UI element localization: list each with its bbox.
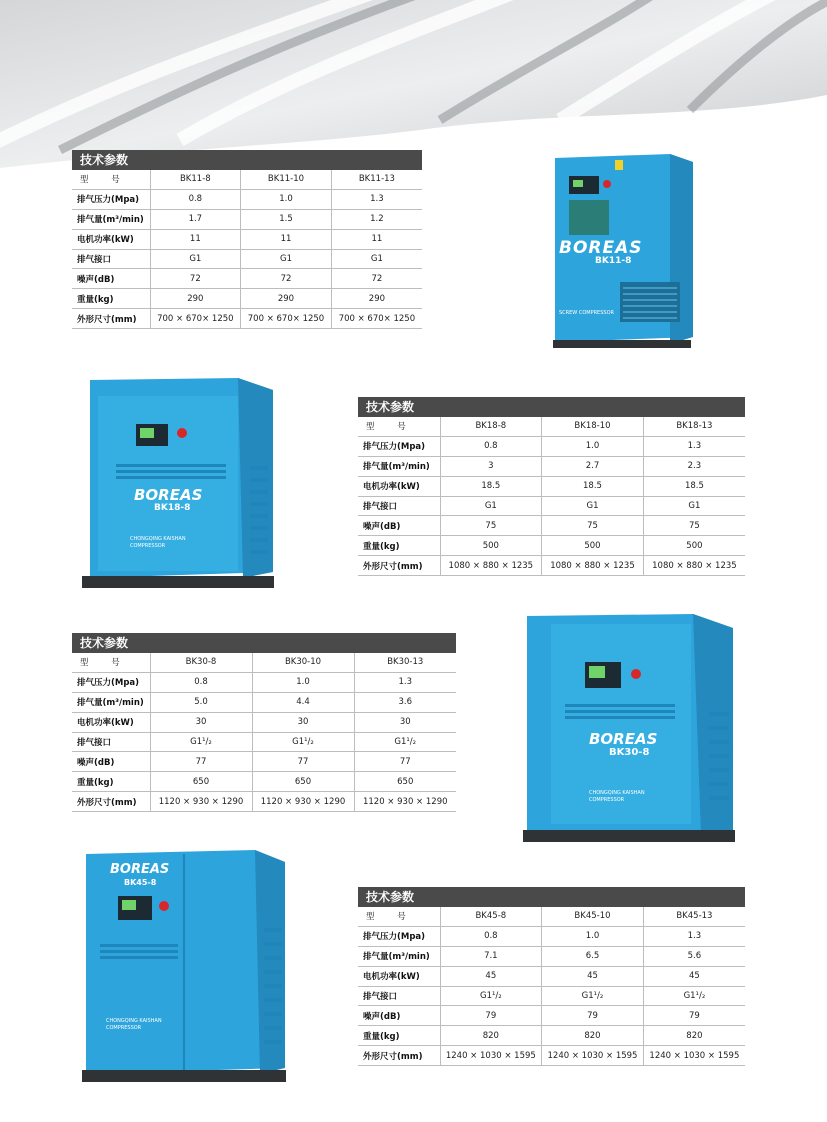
- spec-row: [358, 986, 745, 1006]
- row-label: 重量(kg): [72, 289, 150, 309]
- cell-value: 500: [643, 536, 745, 556]
- machine-caption: CHONGQING KAISHAN COMPRESSOR: [130, 536, 186, 549]
- spec-row: [358, 536, 745, 556]
- cell-value: BK45-13: [643, 907, 745, 926]
- row-label: 排气压力(Mpa): [72, 189, 150, 209]
- row-label: 电机功率(kW): [72, 712, 150, 732]
- compressor-bk11-image: [545, 152, 697, 352]
- row-label: 重量(kg): [358, 536, 440, 556]
- spec-row: [358, 946, 745, 966]
- cell-value: 79: [440, 1006, 542, 1026]
- row-label: 型 号: [358, 907, 440, 926]
- cell-value: 30: [354, 712, 456, 732]
- cell-value: 45: [643, 966, 745, 986]
- cell-value: 72: [241, 269, 332, 289]
- spec-table-title: 技术参数: [358, 887, 745, 907]
- cell-value: 1240 × 1030 × 1595: [643, 1046, 745, 1066]
- cell-value: 3: [440, 456, 542, 476]
- cell-value: 0.8: [150, 189, 241, 209]
- row-label: 外形尺寸(mm): [72, 309, 150, 329]
- cell-value: 5.0: [150, 692, 252, 712]
- spec-row: [72, 189, 422, 209]
- cell-value: BK18-10: [542, 417, 644, 436]
- cell-value: BK18-8: [440, 417, 542, 436]
- spec-row: [358, 556, 745, 576]
- row-label: 噪声(dB): [358, 1006, 440, 1026]
- cell-value: 2.3: [643, 456, 745, 476]
- row-label: 外形尺寸(mm): [72, 792, 150, 812]
- cell-value: 2.7: [542, 456, 644, 476]
- spec-row: [358, 476, 745, 496]
- spec-table-body: [358, 907, 745, 1066]
- row-label: 排气量(m³/min): [72, 692, 150, 712]
- row-label: 排气量(m³/min): [72, 209, 150, 229]
- cell-value: 77: [150, 752, 252, 772]
- cell-value: 1080 × 880 × 1235: [542, 556, 644, 576]
- cell-value: 79: [643, 1006, 745, 1026]
- cell-value: 75: [643, 516, 745, 536]
- cell-value: G1: [542, 496, 644, 516]
- cell-value: 7.1: [440, 946, 542, 966]
- cell-value: 18.5: [643, 476, 745, 496]
- spec-row: [72, 712, 456, 732]
- cell-value: 1080 × 880 × 1235: [440, 556, 542, 576]
- row-label: 外形尺寸(mm): [358, 1046, 440, 1066]
- cell-value: BK18-13: [643, 417, 745, 436]
- cell-value: G1¹/₂: [354, 732, 456, 752]
- row-label: 外形尺寸(mm): [358, 556, 440, 576]
- spec-row: [72, 732, 456, 752]
- spec-row: [358, 1006, 745, 1026]
- cell-value: G1: [150, 249, 241, 269]
- spec-row: [72, 752, 456, 772]
- cell-value: 700 × 670× 1250: [241, 309, 332, 329]
- cell-value: 650: [354, 772, 456, 792]
- cell-value: BK30-10: [252, 653, 354, 672]
- spec-table-bk18: [358, 397, 745, 576]
- cell-value: BK30-13: [354, 653, 456, 672]
- cell-value: 11: [241, 229, 332, 249]
- row-label: 排气压力(Mpa): [358, 436, 440, 456]
- row-label: 排气接口: [358, 496, 440, 516]
- row-label: 型 号: [72, 170, 150, 189]
- spec-row: [72, 792, 456, 812]
- cell-value: G1¹/₂: [643, 986, 745, 1006]
- cell-value: G1¹/₂: [252, 732, 354, 752]
- cell-value: 1080 × 880 × 1235: [643, 556, 745, 576]
- row-label: 排气接口: [72, 249, 150, 269]
- cell-value: G1: [331, 249, 422, 269]
- cell-value: 650: [252, 772, 354, 792]
- spec-table-bk30: [72, 633, 456, 812]
- cell-value: G1¹/₂: [440, 986, 542, 1006]
- machine-caption: CHONGQING KAISHAN COMPRESSOR: [106, 1018, 162, 1031]
- row-label: 噪声(dB): [358, 516, 440, 536]
- cell-value: BK45-8: [440, 907, 542, 926]
- machine-model: BK11-8: [595, 256, 632, 266]
- cell-value: 3.6: [354, 692, 456, 712]
- machine-model: BK30-8: [609, 747, 650, 758]
- cell-value: G1: [440, 496, 542, 516]
- row-label: 噪声(dB): [72, 752, 150, 772]
- row-label: 型 号: [358, 417, 440, 436]
- compressor-bk45-image: [80, 848, 290, 1083]
- cell-value: 79: [542, 1006, 644, 1026]
- cell-value: 500: [440, 536, 542, 556]
- cell-value: 1.3: [643, 436, 745, 456]
- spec-row: [72, 269, 422, 289]
- cell-value: 72: [150, 269, 241, 289]
- spec-row: [358, 1046, 745, 1066]
- cell-value: BK30-8: [150, 653, 252, 672]
- cell-value: 6.5: [542, 946, 644, 966]
- cell-value: 1120 × 930 × 1290: [150, 792, 252, 812]
- cell-value: 700 × 670× 1250: [331, 309, 422, 329]
- cell-value: 5.6: [643, 946, 745, 966]
- cell-value: 1.5: [241, 209, 332, 229]
- cell-value: 1120 × 930 × 1290: [354, 792, 456, 812]
- cell-value: 1.0: [241, 189, 332, 209]
- cell-value: BK11-13: [331, 170, 422, 189]
- cell-value: 1120 × 930 × 1290: [252, 792, 354, 812]
- spec-row: [358, 966, 745, 986]
- machine-brand: BOREAS: [134, 486, 203, 504]
- cell-value: 0.8: [150, 672, 252, 692]
- cell-value: 45: [542, 966, 644, 986]
- machine-brand: BOREAS: [559, 238, 643, 258]
- spec-row: [72, 209, 422, 229]
- model-row: [358, 417, 745, 436]
- model-row: [72, 653, 456, 672]
- machine-model: BK45-8: [124, 878, 157, 887]
- row-label: 排气压力(Mpa): [72, 672, 150, 692]
- spec-row: [72, 229, 422, 249]
- cell-value: 1.0: [252, 672, 354, 692]
- cell-value: 11: [331, 229, 422, 249]
- row-label: 电机功率(kW): [358, 476, 440, 496]
- spec-table-body: [72, 170, 422, 329]
- cell-value: 1240 × 1030 × 1595: [440, 1046, 542, 1066]
- header-banner: [0, 0, 827, 170]
- cell-value: 77: [354, 752, 456, 772]
- spec-table-bk11: [72, 150, 422, 329]
- spec-table-body: [358, 417, 745, 576]
- machine-caption: SCREW COMPRESSOR: [559, 310, 614, 316]
- cell-value: 4.4: [252, 692, 354, 712]
- cell-value: 1.2: [331, 209, 422, 229]
- compressor-bk30-image: [523, 612, 738, 844]
- spec-row: [358, 456, 745, 476]
- cell-value: 1.7: [150, 209, 241, 229]
- cell-value: BK45-10: [542, 907, 644, 926]
- cell-value: BK11-8: [150, 170, 241, 189]
- row-label: 重量(kg): [72, 772, 150, 792]
- spec-row: [358, 1026, 745, 1046]
- cell-value: 1240 × 1030 × 1595: [542, 1046, 644, 1066]
- cell-value: 18.5: [542, 476, 644, 496]
- machine-brand: BOREAS: [110, 862, 170, 877]
- cell-value: 75: [440, 516, 542, 536]
- spec-row: [358, 516, 745, 536]
- spec-row: [358, 926, 745, 946]
- cell-value: 820: [440, 1026, 542, 1046]
- cell-value: 290: [150, 289, 241, 309]
- row-label: 重量(kg): [358, 1026, 440, 1046]
- spec-table-title: 技术参数: [72, 150, 422, 170]
- row-label: 电机功率(kW): [72, 229, 150, 249]
- cell-value: 820: [542, 1026, 644, 1046]
- spec-row: [72, 249, 422, 269]
- cell-value: 1.0: [542, 436, 644, 456]
- cell-value: 0.8: [440, 926, 542, 946]
- cell-value: 650: [150, 772, 252, 792]
- cell-value: 290: [331, 289, 422, 309]
- row-label: 型 号: [72, 653, 150, 672]
- cell-value: 820: [643, 1026, 745, 1046]
- cell-value: 75: [542, 516, 644, 536]
- row-label: 排气接口: [358, 986, 440, 1006]
- model-row: [358, 907, 745, 926]
- cell-value: G1¹/₂: [542, 986, 644, 1006]
- row-label: 排气量(m³/min): [358, 946, 440, 966]
- machine-model: BK18-8: [154, 503, 191, 513]
- cell-value: 1.0: [542, 926, 644, 946]
- row-label: 噪声(dB): [72, 269, 150, 289]
- spec-table-title: 技术参数: [72, 633, 456, 653]
- cell-value: G1¹/₂: [150, 732, 252, 752]
- cell-value: 77: [252, 752, 354, 772]
- row-label: 排气压力(Mpa): [358, 926, 440, 946]
- cell-value: 18.5: [440, 476, 542, 496]
- machine-brand: BOREAS: [589, 730, 658, 748]
- row-label: 电机功率(kW): [358, 966, 440, 986]
- row-label: 排气量(m³/min): [358, 456, 440, 476]
- cell-value: 290: [241, 289, 332, 309]
- cell-value: G1: [241, 249, 332, 269]
- spec-row: [72, 692, 456, 712]
- spec-table-body: [72, 653, 456, 812]
- spec-row: [72, 672, 456, 692]
- cell-value: G1: [643, 496, 745, 516]
- spec-table-bk45: [358, 887, 745, 1066]
- cell-value: 30: [150, 712, 252, 732]
- spec-row: [72, 772, 456, 792]
- compressor-bk18-image: [78, 376, 276, 590]
- cell-value: 45: [440, 966, 542, 986]
- cell-value: 1.3: [331, 189, 422, 209]
- model-row: [72, 170, 422, 189]
- cell-value: 11: [150, 229, 241, 249]
- cell-value: 700 × 670× 1250: [150, 309, 241, 329]
- spec-row: [358, 436, 745, 456]
- cell-value: 0.8: [440, 436, 542, 456]
- cell-value: 500: [542, 536, 644, 556]
- spec-table-title: 技术参数: [358, 397, 745, 417]
- cell-value: 30: [252, 712, 354, 732]
- row-label: 排气接口: [72, 732, 150, 752]
- spec-row: [72, 289, 422, 309]
- spec-row: [72, 309, 422, 329]
- spec-row: [358, 496, 745, 516]
- cell-value: 1.3: [354, 672, 456, 692]
- cell-value: BK11-10: [241, 170, 332, 189]
- cell-value: 72: [331, 269, 422, 289]
- machine-caption: CHONGQING KAISHAN COMPRESSOR: [589, 790, 645, 803]
- cell-value: 1.3: [643, 926, 745, 946]
